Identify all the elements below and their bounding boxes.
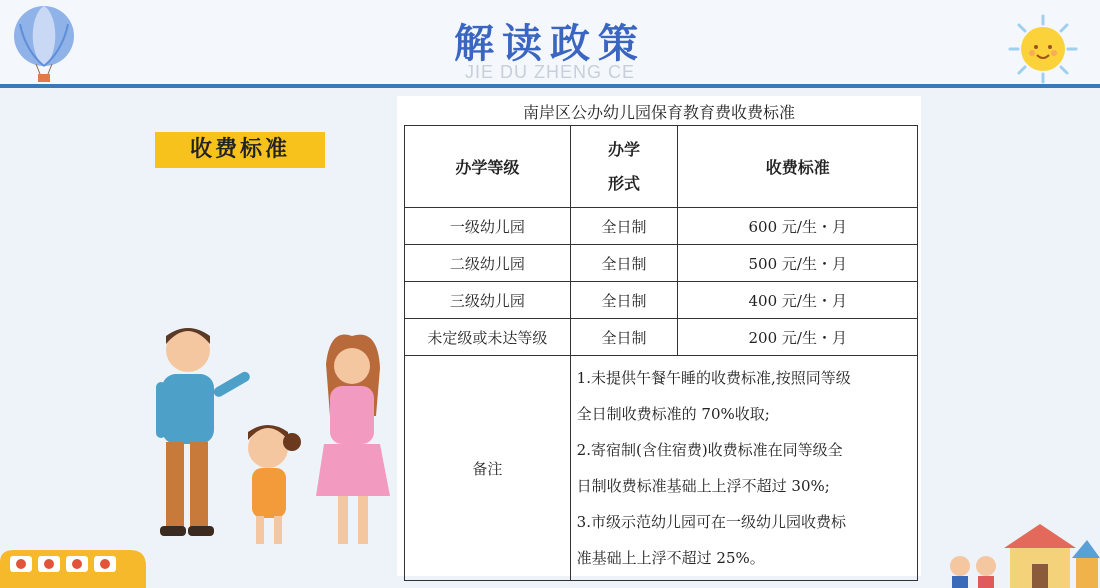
cell-fee: 500 元/生・月: [678, 245, 918, 282]
note-line: 1.未提供午餐午睡的收费标准,按照同等级: [576, 369, 851, 387]
note-line: 日制收费标准基础上上浮不超过 30%;: [576, 477, 830, 495]
column-header-form-line2: 形式: [608, 173, 641, 193]
page-title: 解读政策: [454, 21, 646, 67]
table-row: [405, 245, 918, 282]
header-divider: [0, 84, 1100, 88]
fee-table: [404, 125, 918, 581]
column-header-form-line1: 办学: [608, 139, 641, 159]
cell-level: 一级幼儿园: [405, 208, 571, 245]
page-subtitle: JIE DU ZHENG CE: [464, 62, 635, 82]
column-header-level: 办学等级: [405, 126, 571, 208]
table-header-row: [405, 126, 918, 208]
cell-level: 三级幼儿园: [405, 282, 571, 319]
note-line: 全日制收费标准的 70%收取;: [576, 405, 770, 423]
note-line: 2.寄宿制(含住宿费)收费标准在同等级全: [576, 441, 843, 459]
fee-standard-document: [397, 96, 921, 576]
cell-form: 全日制: [570, 319, 678, 356]
note-line: 准基础上上浮不超过 25%。: [576, 549, 765, 567]
cell-form: 全日制: [570, 245, 678, 282]
school-bus-illustration: [0, 540, 150, 588]
sun-icon: [1008, 14, 1078, 84]
family-illustration: [140, 320, 400, 560]
table-row: [405, 208, 918, 245]
castle-illustration: [940, 520, 1100, 588]
notes-content: [570, 356, 917, 581]
cell-fee: 600 元/生・月: [678, 208, 918, 245]
cell-level: 二级幼儿园: [405, 245, 571, 282]
cell-level: 未定级或未达等级: [405, 319, 571, 356]
table-row: [405, 319, 918, 356]
cell-form: 全日制: [570, 208, 678, 245]
section-badge: 收费标准: [155, 132, 325, 168]
notes-label: 备注: [405, 356, 571, 581]
column-header-form: [570, 126, 678, 208]
note-line: 3.市级示范幼儿园可在一级幼儿园收费标: [576, 513, 846, 531]
notes-row: [405, 356, 918, 581]
document-caption: 南岸区公办幼儿园保育教育费收费标准: [522, 103, 795, 122]
cell-fee: 400 元/生・月: [678, 282, 918, 319]
cell-fee: 200 元/生・月: [678, 319, 918, 356]
column-header-fee: 收费标准: [678, 126, 918, 208]
cell-form: 全日制: [570, 282, 678, 319]
table-row: [405, 282, 918, 319]
